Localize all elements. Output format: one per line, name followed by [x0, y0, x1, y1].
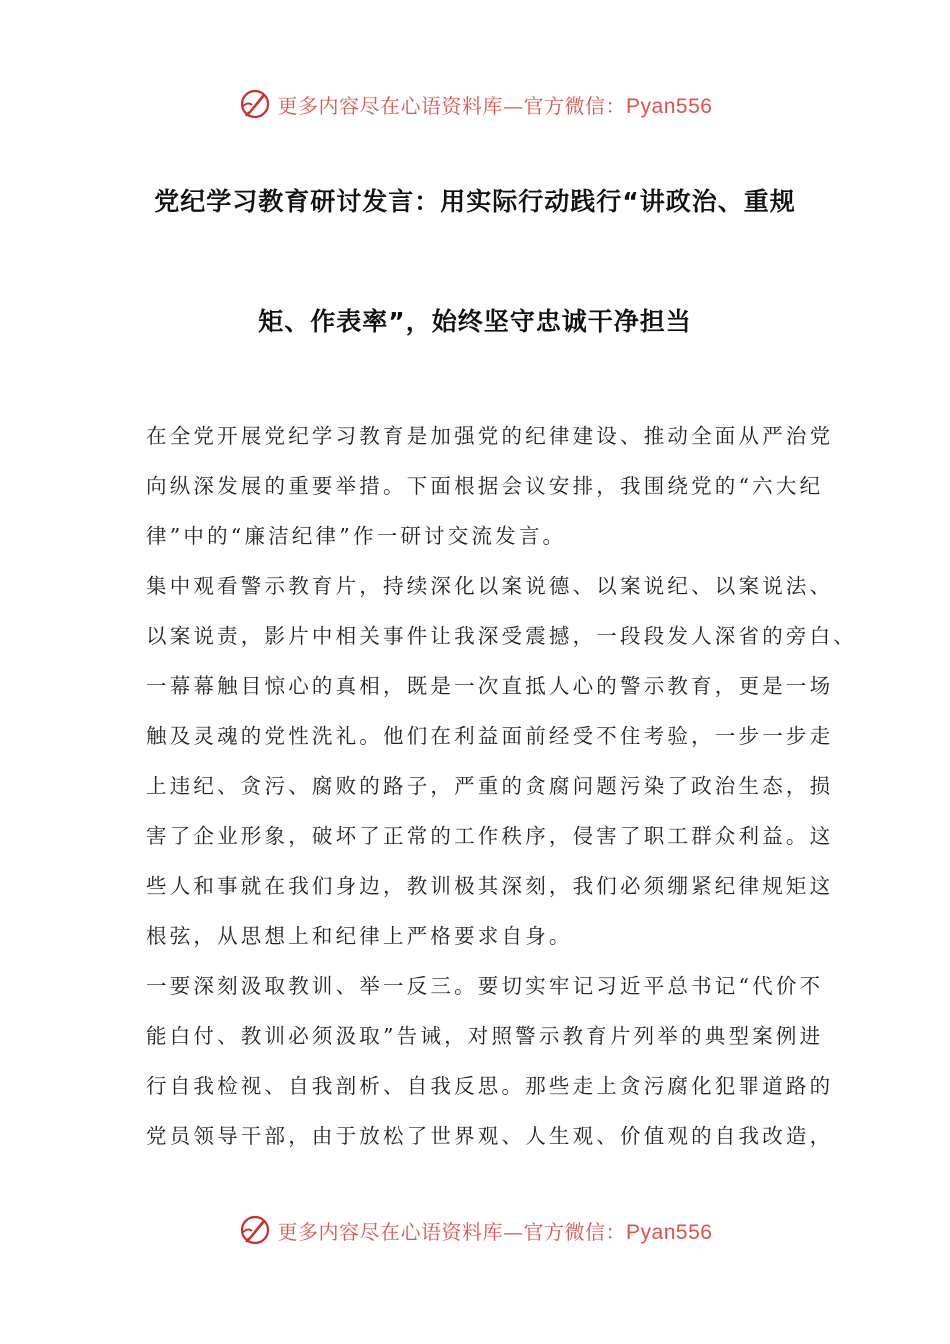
quill-logo-icon	[238, 87, 272, 121]
document-title-line-2: 矩、作表率”，始终坚守忠诚干净担当	[258, 307, 692, 336]
body-line: 党员领导干部，由于放松了世界观、人生观、价值观的自我改造，	[146, 1124, 834, 1148]
wechat-handle: Pyan556	[626, 1220, 713, 1244]
body-line: 触及灵魂的党性洗礼。他们在利益面前经受不住考验，一步一步走	[146, 724, 834, 748]
watermark-text	[278, 90, 713, 119]
body-line: 一幕幕触目惊心的真相，既是一次直抵人心的警示教育，更是一场	[146, 674, 834, 698]
watermark-text	[278, 1216, 713, 1245]
body-line: 行自我检视、自我剖析、自我反思。那些走上贪污腐化犯罪道路的	[146, 1074, 834, 1098]
watermark-label: 更多内容尽在心语资料库—官方微信：	[277, 93, 627, 118]
quill-logo-icon	[238, 1213, 272, 1247]
body-line: 些人和事就在我们身边，教训极其深刻，我们必须绷紧纪律规矩这	[146, 874, 834, 898]
body-line: 在全党开展党纪学习教育是加强党的纪律建设、推动全面从严治党	[146, 424, 834, 448]
body-line: 律”中的“廉洁纪律”作一研讨交流发言。	[146, 524, 567, 548]
wechat-handle: Pyan556	[626, 94, 713, 118]
body-line: 集中观看警示教育片，持续深化以案说德、以案说纪、以案说法、	[146, 574, 834, 598]
document-body	[146, 418, 857, 1168]
document-title-line-1: 党纪学习教育研讨发言：用实际行动践行“讲政治、重规	[154, 187, 796, 216]
body-line: 以案说责，影片中相关事件让我深受震撼，一段段发人深省的旁白、	[146, 624, 857, 648]
body-line: 害了企业形象，破坏了正常的工作秩序，侵害了职工群众利益。这	[146, 824, 834, 848]
body-line: 向纵深发展的重要举措。下面根据会议安排，我围绕党的“六大纪	[146, 474, 824, 498]
body-line: 能白付、教训必须汲取”告诫，对照警示教育片列举的典型案例进	[146, 1024, 824, 1048]
body-line: 根弦，从思想上和纪律上严格要求自身。	[146, 924, 573, 948]
watermark-label: 更多内容尽在心语资料库—官方微信：	[277, 1219, 627, 1244]
body-line: 上违纪、贪污、腐败的路子，严重的贪腐问题污染了政治生态，损	[146, 774, 834, 798]
footer-watermark-banner	[0, 1210, 950, 1250]
body-line: 一要深刻汲取教训、举一反三。要切实牢记习近平总书记“代价不	[146, 974, 824, 998]
header-watermark-banner	[0, 84, 950, 124]
